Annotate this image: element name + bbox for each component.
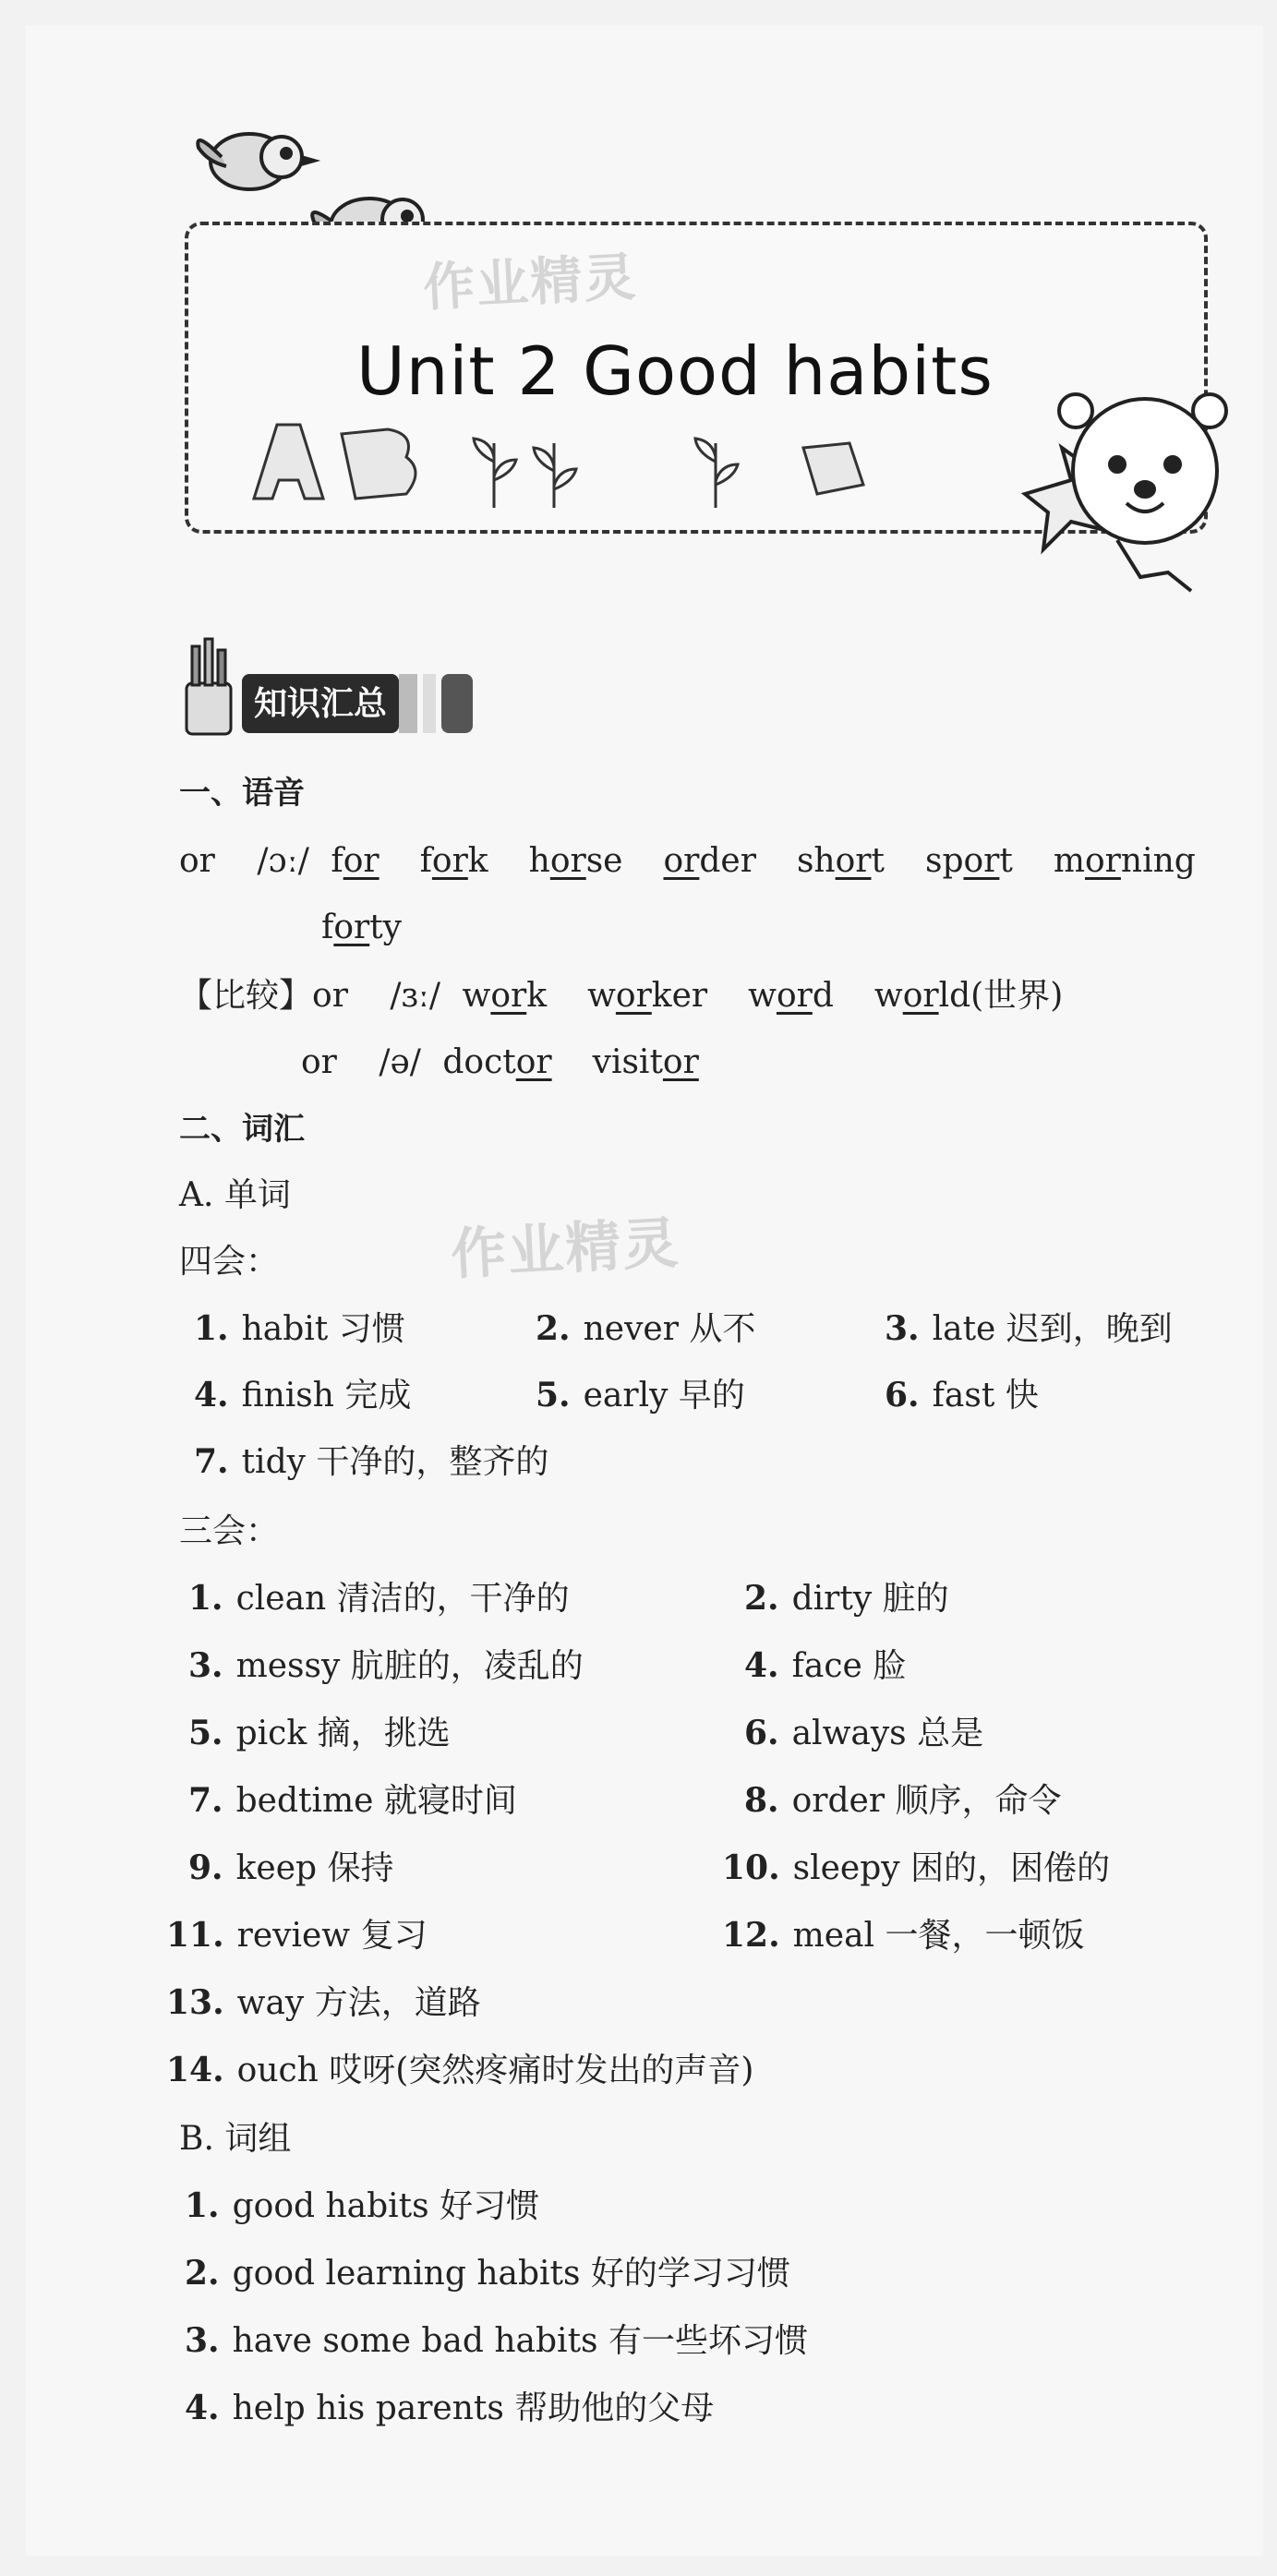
three-skill-item (722, 1847, 1110, 1890)
item-number: 3. (188, 1646, 223, 1685)
phonics-row1-word: short (796, 842, 885, 880)
phonics-row1-word: for (331, 842, 379, 880)
item-text: late 迟到，晚到 (932, 1310, 1173, 1348)
row3-ipa: /ə/ (379, 1043, 421, 1081)
three-skill-item (166, 1981, 481, 2025)
row1-ipa: /ɔː/ (257, 842, 309, 880)
item-text: face 脸 (791, 1647, 907, 1685)
four-skill-item (194, 1307, 405, 1351)
item-number: 12. (722, 1916, 780, 1955)
item-number: 3. (885, 1309, 920, 1348)
phonics-row1-word: fork (419, 842, 488, 880)
row3-words (442, 1043, 698, 1081)
three-skill-item (166, 1914, 428, 1957)
phonics-row2-word: world(世界) (873, 977, 1064, 1015)
three-skill-item (722, 1914, 1085, 1957)
four-skill-item (885, 1307, 1173, 1351)
item-number: 3. (185, 2321, 220, 2360)
item-number: 5. (536, 1376, 571, 1414)
item-number: 4. (185, 2389, 220, 2427)
item-text: pick 摘，挑选 (235, 1715, 451, 1752)
phonics-row1b (321, 907, 402, 949)
item-number: 5. (188, 1714, 223, 1752)
four-label: 四会： (179, 1243, 280, 1281)
row2-words (463, 977, 1064, 1015)
item-number: 1. (194, 1309, 229, 1348)
decorative-letters (235, 406, 900, 526)
row1-words (331, 842, 1195, 880)
item-number: 4. (194, 1376, 229, 1414)
vocab-sub-b: B. 词组 (179, 2120, 292, 2158)
three-skill-item (744, 1644, 906, 1688)
row3-prefix: or (301, 1043, 337, 1081)
item-text: order 顺序，命令 (791, 1782, 1062, 1820)
three-skill-item (166, 2049, 753, 2092)
three-skill-item (188, 1644, 584, 1688)
item-number: 13. (166, 1983, 224, 2022)
phonics-row1-word: sport (924, 842, 1013, 880)
item-text: help his parents 帮助他的父母 (232, 2389, 715, 2427)
item-number: 14. (166, 2051, 224, 2089)
three-skill-item (744, 1779, 1061, 1823)
phonics-row3-word: doctor (442, 1043, 552, 1081)
four-skill-item (536, 1374, 745, 1417)
bear-illustration (1006, 392, 1256, 605)
item-text: tidy 干净的，整齐的 (241, 1443, 549, 1481)
item-text: good learning habits 好的学习习惯 (232, 2255, 790, 2293)
item-text: keep 保持 (235, 1849, 394, 1887)
phonics-row2-word: worker (587, 977, 708, 1015)
item-text: good habits 好习惯 (232, 2187, 540, 2225)
three-skill-item (188, 1847, 394, 1890)
section-badge: 知识汇总 (242, 674, 399, 733)
item-number: 2. (536, 1309, 571, 1348)
phrase-item (185, 2319, 808, 2363)
item-number: 6. (885, 1376, 920, 1414)
row1b-word (321, 909, 402, 946)
item-text: habit 习惯 (241, 1310, 405, 1348)
phonics-heading: 一、语音 (179, 775, 305, 812)
item-text: way 方法，道路 (236, 1984, 481, 2022)
watermark-middle: 作业精灵 (449, 1210, 681, 1288)
compare-label: 【比较】 (179, 977, 313, 1015)
item-number: 6. (744, 1714, 779, 1752)
item-text: finish 完成 (241, 1377, 412, 1414)
three-skill-item (744, 1712, 983, 1755)
phonics-row2-word: word (748, 977, 834, 1015)
item-text: fast 快 (932, 1377, 1039, 1414)
three-skill-item (188, 1577, 570, 1620)
item-text: messy 肮脏的，凌乱的 (235, 1647, 584, 1685)
item-number: 4. (744, 1646, 779, 1685)
item-text: ouch 哎呀(突然疼痛时发出的声音) (236, 2052, 754, 2089)
phrase-item (185, 2387, 714, 2430)
phrase-item (185, 2252, 790, 2295)
pencil-cup-icon (181, 637, 238, 739)
three-skill-item (188, 1712, 451, 1755)
row1-prefix: or (179, 842, 215, 880)
item-number: 11. (166, 1916, 224, 1955)
watermark-top: 作业精灵 (421, 247, 639, 319)
item-text: always 总是 (791, 1715, 984, 1752)
item-text: have some bad habits 有一些坏习惯 (232, 2322, 808, 2360)
four-skill-item (194, 1440, 548, 1484)
four-skill-item (536, 1307, 755, 1351)
phonics-row3 (301, 1041, 699, 1084)
row2-prefix: or (312, 977, 348, 1015)
item-number: 1. (185, 2186, 220, 2225)
phonics-row1-word: morning (1053, 842, 1196, 880)
vocab-heading: 二、词汇 (179, 1111, 305, 1148)
phrase-item (185, 2185, 539, 2228)
three-skill-item (188, 1779, 517, 1823)
three-label: 三会： (179, 1512, 280, 1550)
item-text: sleepy 困的，困倦的 (792, 1849, 1111, 1887)
item-number: 2. (744, 1579, 779, 1618)
phonics-row1-word: horse (528, 842, 623, 880)
four-skill-item (885, 1374, 1039, 1417)
item-text: dirty 脏的 (791, 1580, 949, 1618)
item-number: 7. (194, 1442, 229, 1481)
item-number: 9. (188, 1848, 223, 1887)
item-number: 2. (185, 2254, 220, 2293)
phonics-row2-word: work (462, 977, 548, 1015)
item-text: meal 一餐，一顿饭 (792, 1917, 1085, 1955)
phonics-row2 (179, 975, 1063, 1017)
phonics-row1b-word: forty (321, 909, 403, 946)
phonics-row1 (179, 840, 1196, 883)
vocab-sub-a: A. 单词 (179, 1176, 291, 1214)
item-text: bedtime 就寝时间 (235, 1782, 517, 1820)
phonics-row3-word: visitor (592, 1043, 699, 1081)
three-skill-item (744, 1577, 949, 1620)
page-title: Unit 2 Good habits (356, 332, 994, 410)
item-text: never 从不 (583, 1310, 756, 1348)
phonics-row1-word: order (663, 842, 756, 880)
item-text: early 早的 (583, 1377, 745, 1414)
item-number: 7. (188, 1781, 223, 1820)
row2-ipa: /ɜː/ (390, 977, 441, 1015)
item-number: 8. (744, 1781, 779, 1820)
badge-stripes (399, 674, 476, 733)
item-text: review 复习 (236, 1917, 428, 1955)
item-number: 1. (188, 1579, 223, 1618)
item-text: clean 清洁的，干净的 (235, 1580, 570, 1618)
item-number: 10. (722, 1848, 780, 1887)
four-skill-item (194, 1374, 411, 1417)
